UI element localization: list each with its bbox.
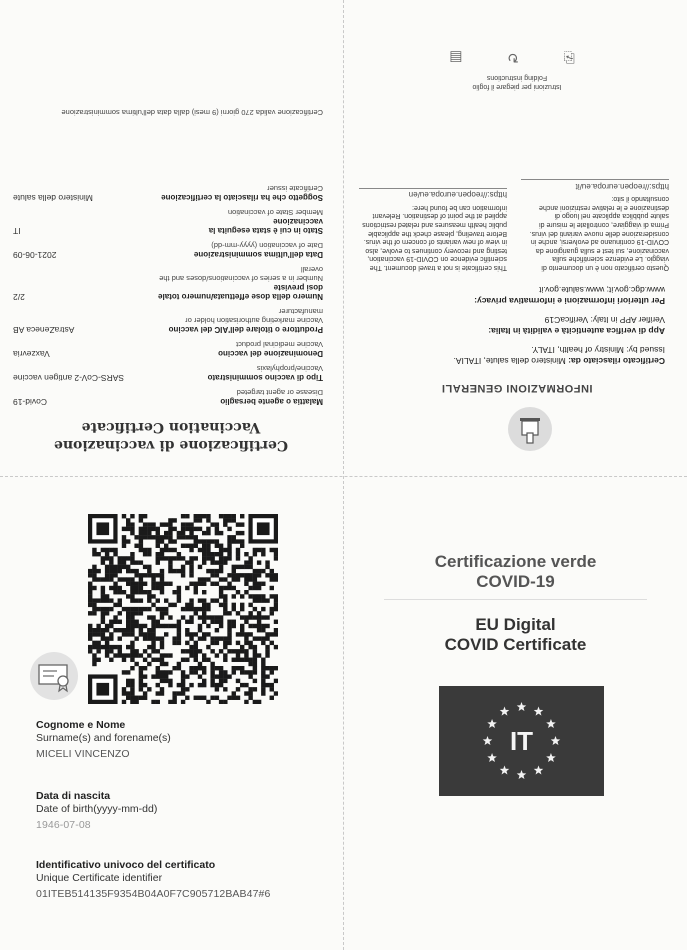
folding-instructions-en: Folding instructions xyxy=(486,74,548,81)
row-label-it: Soggetto che ha rilasciato la certificazione xyxy=(161,193,323,202)
travel-notice-it-text: Questo certificato non è un documento di viaggio. Le evidenze scientifiche sulla vaccinazione, sui test e sulla guarigione da COVID-19 continuano ad evolversi, anche in considerazione delle nuove varianti del virus. Prima di viaggiare, controllate le misure di salute pubblica applicate nel luogo di destinazione e le relative restrizioni anche consultando il sito: xyxy=(529,195,669,271)
qr-code[interactable] xyxy=(88,514,278,704)
row-label-en: Number in a series of vaccinations/doses and the overall xyxy=(159,265,323,283)
eu-star xyxy=(500,765,510,774)
verifier-app-name: VerificaC19 xyxy=(544,315,589,325)
fold-step-3-icon: ▤ xyxy=(449,50,463,66)
vaccination-row-label xyxy=(158,265,323,301)
uci-value: 01ITEB514135F9354B04A0F7C905712BAB47#6 xyxy=(36,888,271,900)
flag-country-code: IT xyxy=(509,726,534,756)
vaccination-row-value: AstraZeneca AB xyxy=(13,325,75,335)
issued-by xyxy=(365,344,665,366)
row-label-it: Tipo di vaccino somministrato xyxy=(207,373,323,382)
eu-star xyxy=(534,707,544,716)
reopen-link-it[interactable]: https://reopen.europa.eu/it xyxy=(521,179,669,190)
dob-value: 1946-07-08 xyxy=(36,819,91,831)
vaccination-title xyxy=(21,418,321,454)
folding-diagram xyxy=(427,49,597,66)
vaccination-title-it: Certificazione di vaccinazione xyxy=(53,437,289,453)
name-label-it: Cognome e Nome xyxy=(36,719,126,731)
vaccination-row-label xyxy=(158,208,323,235)
cover-title-en-line1: EU Digital xyxy=(475,615,556,634)
issued-label: Certificato rilasciato da: xyxy=(568,356,665,366)
issued-it: Ministero della salute, ITALIA. xyxy=(453,356,566,366)
vaccination-panel-rotated xyxy=(0,0,343,476)
vaccination-row-label xyxy=(158,241,323,259)
verifier-app-en: Verifier APP in Italy: xyxy=(590,315,665,325)
row-label-en: Vaccine marketing authorisation holder or manufacturer xyxy=(185,307,323,325)
vaccination-rows xyxy=(13,178,323,406)
general-info-rotated xyxy=(344,0,687,476)
vaccination-row-label xyxy=(158,340,323,358)
vaccination-row xyxy=(13,364,323,382)
fold-step-2-icon: ↻ xyxy=(507,50,519,66)
row-label-it: Numero della dose effettuata/numero totale dosi previste xyxy=(158,283,323,301)
folding-instructions xyxy=(427,73,607,91)
eu-star xyxy=(546,719,556,728)
travel-notice-en-text: This certificate is not a travel document. The scientific evidence on COVID-19 vaccination, testing and recovery continues to evolve, also in view of new variants of concern of the virus. Before traveling, please check the applicable public health measures and related restrictions applied at the point of destination. Relevant information can be found here: xyxy=(362,203,507,271)
cover-title-en xyxy=(364,615,667,655)
vaccination-row-label xyxy=(158,184,323,202)
vaccination-row-label xyxy=(158,364,323,382)
vaccination-row-value: SARS-CoV-2 antigen vaccine xyxy=(13,373,125,383)
vaccination-row xyxy=(13,265,323,301)
vaccination-row-value: 2/2 xyxy=(13,292,25,302)
vaccination-panel xyxy=(0,0,343,476)
cover-title-en-line2: COVID Certificate xyxy=(444,635,587,654)
general-info-title: INFORMAZIONI GENERALI xyxy=(441,382,593,394)
name-label-en: Surname(s) and forename(s) xyxy=(36,732,171,744)
uci-field xyxy=(36,859,326,901)
uci-label-it: Identificativo univoco del certificato xyxy=(36,859,216,871)
validity-note: Certificazione valida 270 giorni (9 mesi) dalla data dell'ultima somministrazione xyxy=(61,108,323,117)
cover-divider xyxy=(384,599,647,600)
vaccination-row xyxy=(13,307,323,334)
cover-panel xyxy=(344,477,687,950)
row-label-en: Member State of vaccination xyxy=(227,208,323,217)
vaccination-row xyxy=(13,241,323,259)
row-label-it: Stato in cui è stata eseguita la vaccinazione xyxy=(208,217,323,235)
travel-notice xyxy=(359,179,669,271)
travel-notice-en xyxy=(359,179,507,271)
vaccination-row xyxy=(13,340,323,358)
eu-star xyxy=(517,770,527,779)
eu-star xyxy=(534,765,544,774)
name-field xyxy=(36,719,326,761)
vaccination-row-label xyxy=(158,388,323,406)
row-label-en: Certificate issuer xyxy=(267,184,323,193)
certificate-icon xyxy=(30,652,78,700)
personal-data-panel xyxy=(0,477,343,950)
privacy-label: Per ulteriori informazioni e informativa privacy: xyxy=(474,296,665,306)
name-value: MICELI VINCENZO xyxy=(36,748,130,760)
vaccination-row-label xyxy=(158,307,323,334)
eu-star xyxy=(487,753,497,762)
dob-field xyxy=(36,790,326,832)
verifier-app-label: App di verifica autenticità e validità in Italia: xyxy=(488,326,665,336)
uci-label-en: Unique Certificate identifier xyxy=(36,872,163,884)
cover-title-it-line1: Certificazione verde xyxy=(434,552,597,571)
cover-title-it xyxy=(364,552,667,592)
row-label-en: Date of vaccination (yyyy-mm-dd) xyxy=(211,241,323,250)
reopen-link-en[interactable]: https://reopen.europa.eu/en xyxy=(359,188,507,199)
row-label-it: Denominazione del vaccino xyxy=(218,349,323,358)
row-label-en: Vaccine medicinal product xyxy=(236,340,323,349)
vaccination-title-en: Vaccination Certificate xyxy=(81,419,261,435)
row-label-en: Disease or agent targeted xyxy=(236,388,323,397)
travel-notice-it xyxy=(521,179,669,271)
vaccination-row-value: 2021-06-09 xyxy=(13,250,57,260)
verifier-app xyxy=(365,314,665,336)
fold-step-1-icon: ⎘ xyxy=(563,50,575,66)
eu-star xyxy=(500,707,510,716)
row-label-it: Produttore o titolare dell'AIC del vaccino xyxy=(168,325,323,334)
folding-instructions-it: Istruzioni per piegare il foglio xyxy=(472,83,562,90)
eu-star xyxy=(546,753,556,762)
row-label-it: Data dell'ultima somministrazione xyxy=(193,250,323,259)
privacy-info xyxy=(365,284,665,306)
row-label-it: Malattia o agente bersaglio xyxy=(220,397,323,406)
vaccination-row-value: Covid-19 xyxy=(13,397,48,407)
vaccination-row xyxy=(13,388,323,406)
general-info-panel xyxy=(344,0,687,476)
dob-label-en: Date of birth(yyyy-mm-dd) xyxy=(36,803,158,815)
vaccination-row-value: Vaxzevria xyxy=(13,349,50,359)
eu-star xyxy=(483,736,493,745)
stamp-icon xyxy=(508,407,552,451)
eu-star xyxy=(551,736,561,745)
eu-flag xyxy=(439,686,604,796)
dob-label-it: Data di nascita xyxy=(36,790,111,802)
vaccination-row xyxy=(13,208,323,235)
vaccination-row-value: IT xyxy=(13,226,21,236)
cover-title-it-line2: COVID-19 xyxy=(476,572,555,591)
eu-star xyxy=(487,719,497,728)
issued-en: Issued by: Ministry of health, ITALY. xyxy=(531,345,665,355)
vaccination-row-value: Ministero della salute xyxy=(13,193,93,203)
vaccination-row xyxy=(13,184,323,202)
privacy-urls: www.dgc.gov.it; www.salute.gov.it xyxy=(539,285,665,295)
row-label-en: Vaccine/prophylaxis xyxy=(256,364,323,373)
eu-star xyxy=(517,702,527,711)
